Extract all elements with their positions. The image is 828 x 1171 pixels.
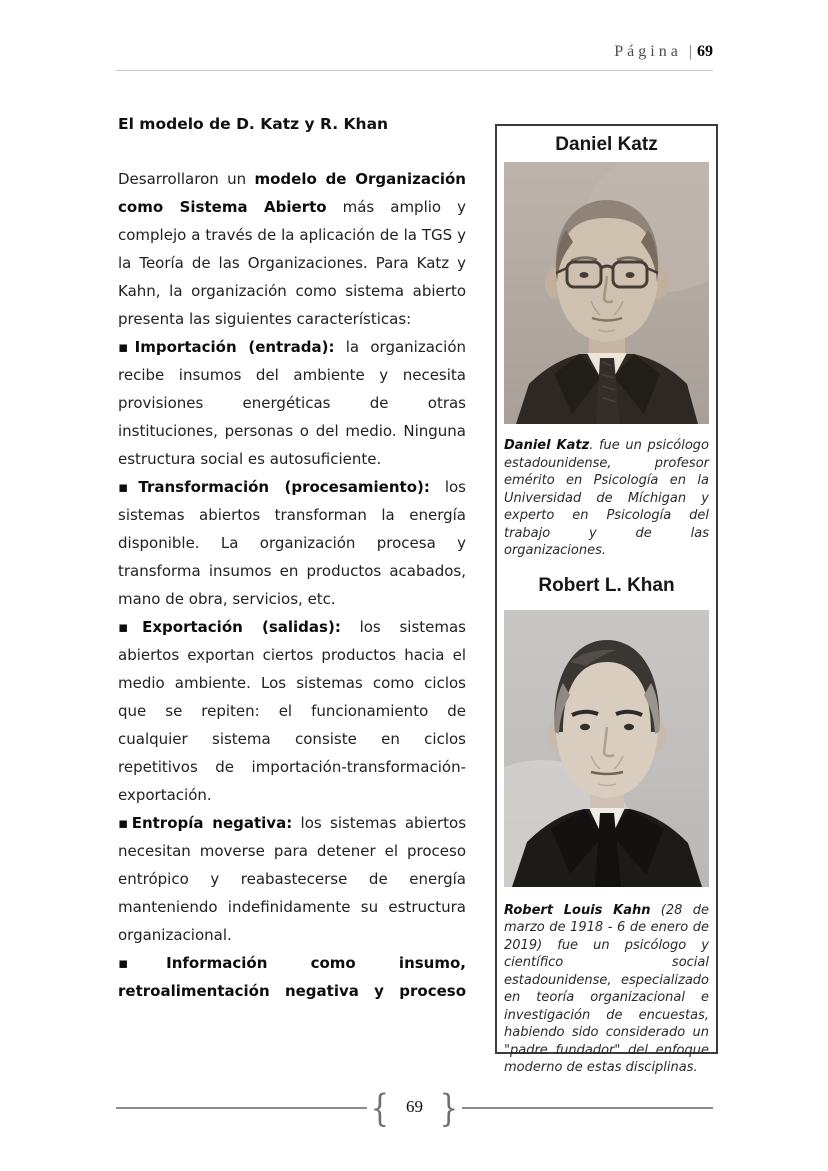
robert-kahn-photo <box>504 610 709 887</box>
daniel-katz-portrait-illustration <box>504 162 709 424</box>
header-page-label: Página <box>614 43 682 60</box>
bullet-informacion: ▪Información como insumo, retroalimentación negativa y proceso <box>118 954 466 1000</box>
bullet-transformacion: ▪Transformación (procesamiento): los sistemas abiertos transforman la energía disponible. La organización procesa y transforma insumos en productos acabados, mano de obra, servicios, etc. <box>118 478 466 608</box>
footer-rule-right <box>462 1107 713 1109</box>
footer-rule-left <box>116 1107 367 1109</box>
footer-page-number: 69 <box>406 1097 423 1116</box>
bullet-entropia: ▪Entropía negativa: los sistemas abiertos necesitan moverse para detener el proceso entrópico y reabastecerse de energía manteniendo indefinidamente su estructura organizacional. <box>118 814 467 944</box>
bullet-importacion: ▪Importación (entrada): la organización recibe insumos del ambiente y necesita provisiones energéticas de otras instituciones, personas o del medio. Ninguna estructura social es autosuficiente. <box>118 338 466 468</box>
header-separator: | <box>688 43 692 60</box>
page-header <box>614 43 713 61</box>
daniel-katz-photo <box>504 162 709 424</box>
kahn-caption: Robert Louis Kahn (28 de marzo de 1918 - 6 de enero de 2019) fue un psicólogo y científico social estadounidense, especializado en teoría organizacional e investigación de encuestas, habiendo sido considerado un "padre fundador" del enfoque moderno de estas disciplinas. <box>504 902 709 1075</box>
sidebar-biography-box <box>495 124 718 1075</box>
footer-bracket-left: { <box>371 1086 390 1130</box>
kahn-title: Robert L. Khan <box>538 574 675 596</box>
footer-bracket-right: } <box>439 1086 458 1130</box>
robert-kahn-portrait-illustration <box>504 610 709 887</box>
header-page-number: 69 <box>697 43 713 60</box>
intro-paragraph: Desarrollaron un modelo de Organización como Sistema Abierto más amplio y complejo a través de la aplicación de la TGS y la Teoría de las Organizaciones. Para Katz y Kahn, la organización como sistema abierto presenta las siguientes características: <box>118 170 466 328</box>
katz-title: Daniel Katz <box>555 134 658 155</box>
main-text-column <box>118 114 466 1005</box>
article-title: El modelo de D. Katz y R. Khan <box>118 115 389 133</box>
bullet-exportacion: ▪Exportación (salidas): los sistemas abiertos exportan ciertos productos hacia el medio ambiente. Los sistemas como ciclos que se repiten: el funcionamiento de cualquier sistema consiste en ciclos repetitivos de importación-transformación-exportación. <box>118 618 466 804</box>
header-rule <box>116 70 713 71</box>
katz-caption: Daniel Katz. fue un psicólogo estadounidense, profesor emérito en Psicología en la Universidad de Míchigan y experto en Psicología del trabajo y de las organizaciones. <box>504 438 709 558</box>
page-footer <box>116 1086 713 1130</box>
